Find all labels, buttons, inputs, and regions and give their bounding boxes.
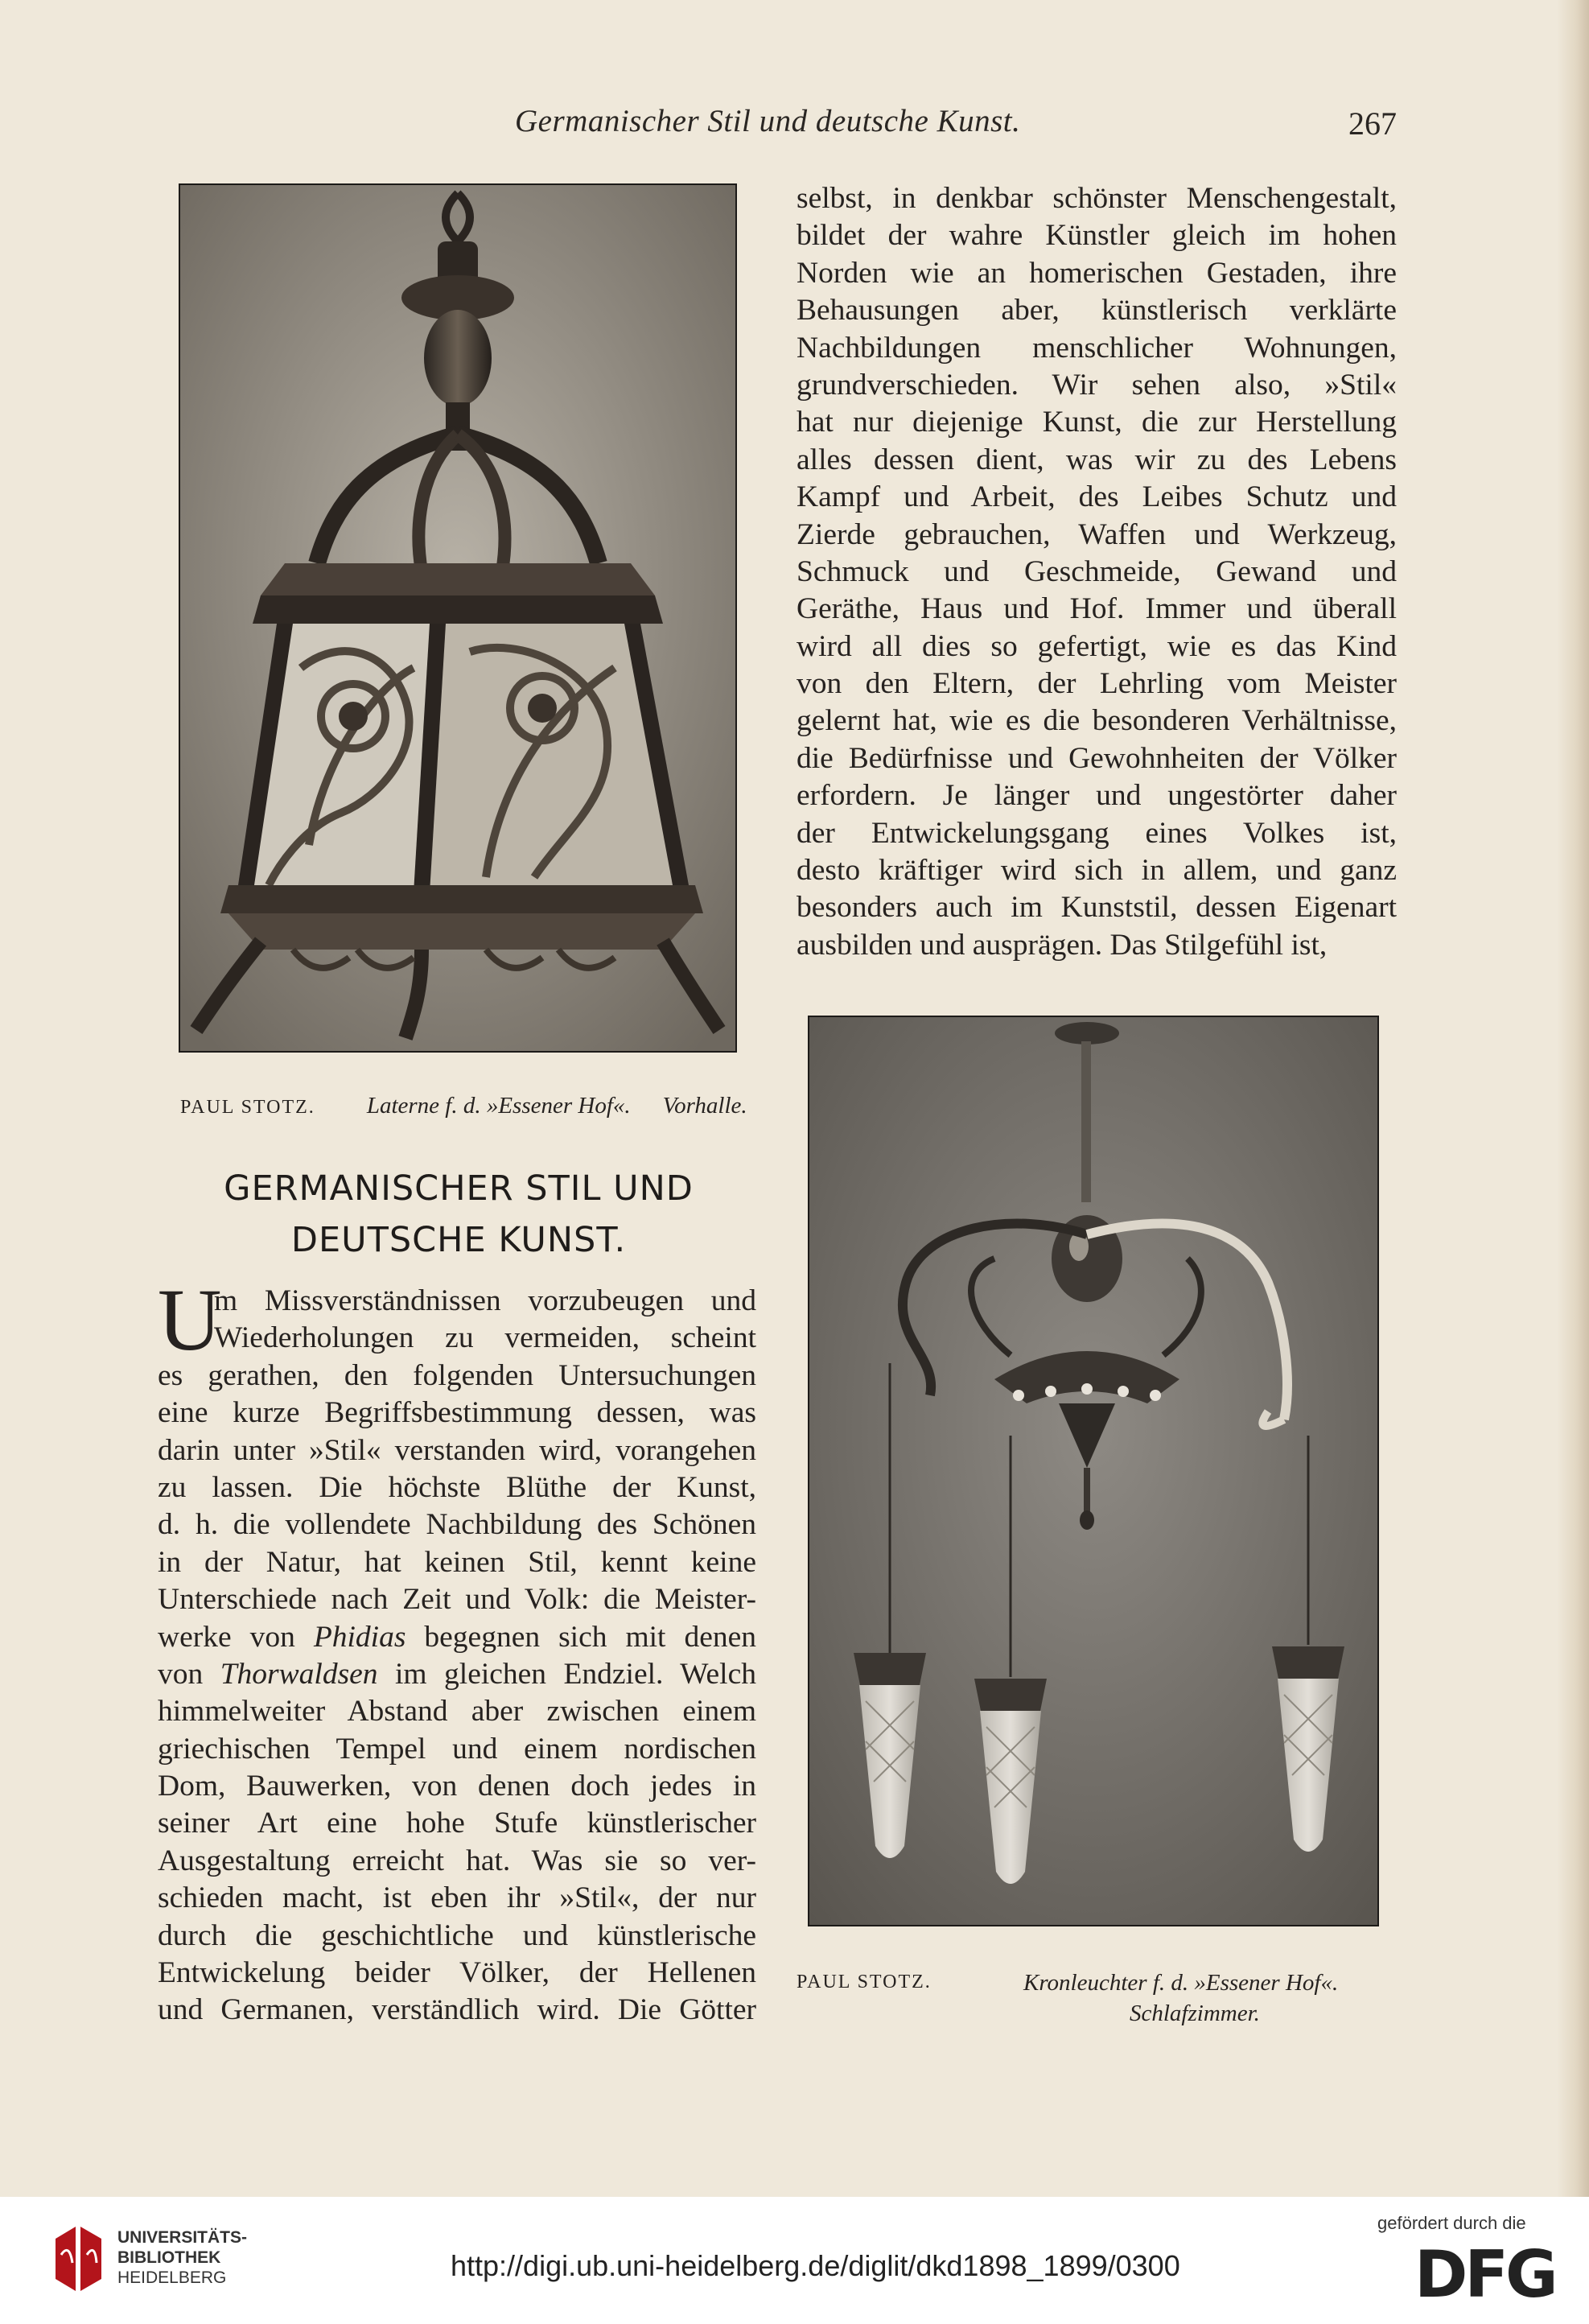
article-line: Entwickelung beider Völker, der Hellenen [158, 1956, 756, 1990]
right-column-line: bildet der wahre Künstler gleich im hohen [797, 219, 1397, 253]
library-name [117, 2227, 247, 2288]
right-column-line: besonders auch im Kunststil, dessen Eigenart [797, 891, 1397, 925]
drop-cap: U [158, 1271, 222, 1369]
lantern-caption-artist: PAUL STOTZ. [180, 1097, 315, 1118]
right-column-line: alles dessen dient, was wir zu des Lebens [797, 443, 1397, 476]
right-column-line: Schmuck und Geschmeide, Gewand und [797, 554, 1397, 588]
article-line: es gerathen, den folgenden Untersuchungen [158, 1358, 756, 1392]
article-line: eine kurze Begriffsbestimmung dessen, was [158, 1396, 756, 1430]
article-line: Unterschiede nach Zeit und Volk: die Meister- [158, 1583, 756, 1617]
right-column-line: selbst, in denkbar schönster Menschengestalt, [797, 182, 1397, 215]
library-name-line2: BIBLIOTHEK [117, 2248, 221, 2267]
chandelier-caption-artist-text: PAUL STOTZ. [797, 1972, 932, 1992]
right-column-line: die Bedürfnisse und Gewohnheiten der Völker [797, 741, 1397, 775]
right-column-line: Behausungen aber, künstlerisch verklärte [797, 294, 1397, 328]
article-heading [161, 1163, 756, 1266]
article-line: darin unter »Stil« verstanden wird, vorangehen [158, 1433, 756, 1467]
running-title: Germanischer Stil und deutsche Kunst. [515, 104, 1021, 138]
dfg-logo-icon: DFG [1414, 2237, 1555, 2312]
article-line: Dom, Bauwerken, von denen doch jedes in [158, 1770, 756, 1803]
lantern-caption-title: Laterne f. d. »Essener Hof«. [366, 1093, 631, 1119]
article-body [158, 1283, 756, 2029]
article-line: Wiederholungen zu vermeiden, scheint [214, 1321, 756, 1355]
article-line: und Germanen, verständlich wird. Die Götter [158, 1993, 756, 2027]
article-line: durch die geschichtliche und künstlerische [158, 1918, 756, 1952]
chandelier-illustration [809, 1017, 1377, 1925]
right-column-line: gelernt hat, wie es die besonderen Verhältnisse, [797, 704, 1397, 738]
article-heading-line1: GERMANISCHER STIL UND [224, 1168, 694, 1209]
chandelier-caption-title [1023, 1970, 1338, 1996]
right-column-line: erfordern. Je länger und ungestörter daher [797, 779, 1397, 813]
university-library-logo-icon [51, 2223, 108, 2295]
article-line: d. h. die vollendete Nachbildung des Schönen [158, 1508, 756, 1542]
chandelier-photograph [808, 1016, 1379, 1926]
right-column-line: grundverschieden. Wir sehen also, »Stil« [797, 368, 1397, 402]
right-column-line: Norden wie an homerischen Gestaden, ihre [797, 256, 1397, 290]
lantern-illustration [180, 185, 735, 1051]
lantern-caption-room: Vorhalle. [662, 1093, 747, 1119]
chandelier-caption-room [1130, 2001, 1260, 2027]
lantern-photograph [179, 183, 737, 1053]
right-column-line: ausbilden und ausprägen. Das Stilgefühl ist, [797, 928, 1328, 962]
article-line: zu lassen. Die höchste Blüthe der Kunst, [158, 1470, 756, 1504]
right-column-line: von den Eltern, der Lehrling vom Meister [797, 667, 1397, 701]
article-line-mixed [158, 1656, 756, 1693]
right-column-text [797, 180, 1397, 964]
article-line: Ausgestaltung erreicht hat. Was sie so ver- [158, 1844, 756, 1877]
article-text: begegnen sich mit denen [424, 1620, 756, 1654]
article-line: seiner Art eine hohe Stufe künstlerischer [158, 1807, 756, 1840]
right-column-line: Geräthe, Haus und Hof. Immer und überall [797, 592, 1397, 626]
right-column-line: Kampf und Arbeit, des Leibes Schutz und [797, 480, 1397, 514]
lantern-caption [180, 1093, 747, 1119]
right-column-line: desto kräftiger wird sich in allem, und ganz [797, 854, 1397, 888]
article-text: werke von [158, 1620, 295, 1654]
funded-by-label: gefördert durch die [1377, 2213, 1526, 2233]
page-edge [1557, 0, 1589, 2197]
digitization-url-link[interactable]: http://digi.ub.uni-heidelberg.de/diglit/dkd1898_1899/0300 [451, 2249, 1180, 2282]
name-thorwaldsen: Thorwaldsen [220, 1657, 378, 1691]
right-column-line: der Entwickelungsgang eines Volkes ist, [797, 816, 1397, 850]
article-line: griechischen Tempel und einem nordischen [158, 1732, 756, 1766]
article-line: m Missverständnissen vorzubeugen und [214, 1284, 756, 1317]
right-column-line: hat nur diejenige Kunst, die zur Herstellung [797, 406, 1397, 439]
chandelier-caption-artist [797, 1972, 932, 1993]
right-column-line: wird all dies so gefertigt, wie es das Kind [797, 629, 1397, 663]
page-number: 267 [1348, 105, 1397, 142]
right-column-line: Nachbildungen menschlicher Wohnungen, [797, 331, 1397, 365]
article-heading-line2: DEUTSCHE KUNST. [290, 1220, 627, 1260]
right-column-line: Zierde gebrauchen, Waffen und Werkzeug, [797, 517, 1397, 551]
library-name-line3: HEIDELBERG [117, 2268, 227, 2287]
article-text: im gleichen Endziel. Welch [395, 1657, 756, 1691]
article-line: himmelweiter Abstand aber zwischen einem [158, 1695, 756, 1729]
chandelier-caption-room-text: Schlafzimmer. [1130, 2001, 1260, 2026]
article-line: in der Natur, hat keinen Stil, kennt keine [158, 1545, 756, 1579]
article-text: von [158, 1657, 204, 1691]
library-name-line1: UNIVERSITÄTS- [117, 2228, 248, 2247]
article-line: schieden macht, ist eben ihr »Stil«, der nur [158, 1881, 756, 1915]
name-phidias: Phidias [313, 1620, 406, 1654]
article-line-mixed [158, 1619, 756, 1656]
chandelier-caption-title-text: Kronleuchter f. d. »Essener Hof«. [1023, 1970, 1339, 1996]
